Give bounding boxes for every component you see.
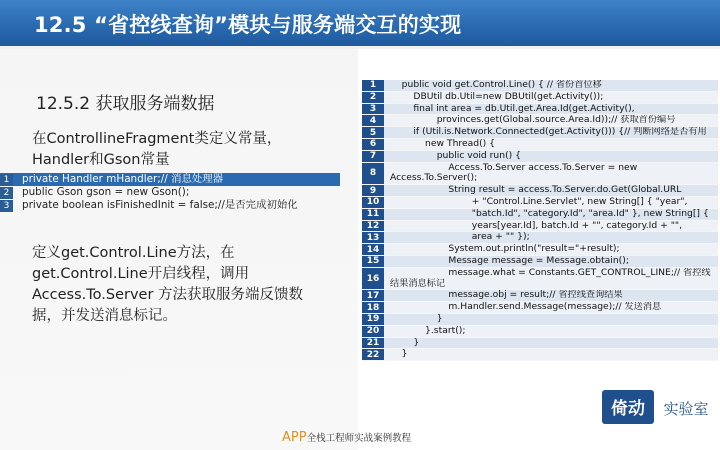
snippet-line-code: private Handler mHandler;// 消息处理器 [22,173,224,185]
code-line [362,314,718,326]
code-line [362,104,718,116]
code-line-number: 7 [362,151,384,162]
code-line-number: 20 [362,326,384,337]
code-line-number: 17 [362,290,384,301]
code-line-text: } [390,349,408,360]
code-line [362,326,718,338]
code-line [362,197,718,209]
code-line [362,115,718,127]
code-line-number: 19 [362,314,384,325]
footer-course-title: 全栈工程师实战案例教程 [306,433,412,444]
field-code-snippet [0,173,340,212]
code-line [362,185,718,197]
code-line-number: 5 [362,127,384,138]
code-line [362,338,718,350]
footer-app-label: APP [282,430,307,445]
code-line [362,209,718,221]
code-line-text: public void run() { [390,150,522,161]
code-line-number: 22 [362,349,384,360]
code-line [362,349,718,361]
intro-paragraph: 在ControllineFragment类定义常量，Handler和Gson常量 [32,131,282,168]
code-line [362,221,718,233]
logo-name: 倚动 [611,399,645,419]
code-line-number: 1 [362,80,384,91]
code-line-text: }.start(); [390,325,466,336]
code-line-number: 8 [362,163,384,185]
code-line [362,92,718,104]
code-listing [362,80,718,361]
code-line [362,163,718,186]
code-line-text: message.what = Constants.GET_CONTROL_LINE;// 省控线 结果消息标记 [390,267,711,289]
section-heading: 12.5.2 获取服务端数据 [36,94,215,114]
code-line [362,151,718,163]
code-line-text: final int area = db.Util.get.Area.Id(get.Activity(), [390,103,635,114]
code-line-number: 3 [362,104,384,115]
code-line-number: 11 [362,209,384,220]
code-line-text: DBUtil db.Util=new DBUtil(get.Activity()); [390,91,604,102]
code-line-number: 6 [362,139,384,150]
code-line-number: 2 [362,92,384,103]
code-line-number: 18 [362,302,384,313]
code-line-text: "batch.Id", "category.Id", "area.Id" }, new String[] { [390,208,709,219]
code-line-text: new Thread() { [390,138,496,149]
code-line-text: Message message = Message.obtain(); [390,255,629,266]
footer [282,426,411,445]
snippet-line [0,199,340,212]
code-line-number: 9 [362,185,384,196]
code-line-number: 15 [362,256,384,267]
snippet-line-number: 3 [0,200,13,212]
code-line-number: 14 [362,244,384,255]
code-line [362,268,718,291]
code-line-text: area + "" }); [390,232,530,243]
code-line-text: m.Handler.send.Message(message);// 发送消息 [390,302,662,313]
logo-suffix: 实验室 [663,400,709,418]
code-line-number: 21 [362,338,384,349]
code-line-number: 12 [362,221,384,232]
code-line-text: } [390,313,443,324]
code-line-text: years[year.Id], batch.Id + "", category.Id + "", [390,220,683,231]
lab-logo-graphic [600,386,718,428]
code-line [362,232,718,244]
code-line [362,139,718,151]
snippet-line [0,173,340,186]
snippet-line-code: public Gson gson = new Gson(); [22,186,190,198]
snippet-line-number: 1 [0,174,13,186]
code-line-number: 4 [362,115,384,126]
code-line [362,80,718,92]
code-line-text: System.out.println("result="+result); [390,244,620,255]
code-line-text: + "Control.Line.Servlet", new String[] { "year", [390,196,688,207]
code-line-text: message.obj = result;// 省控线查询结果 [390,290,623,301]
lab-logo [600,386,718,428]
code-line-number: 10 [362,197,384,208]
code-line-text: Access.To.Server access.To.Server = new Access.To.Server(); [390,162,638,184]
code-line-text: String result = access.To.Server.do.Get(Global.URL [390,185,682,196]
snippet-line-number: 2 [0,187,13,199]
code-line [362,244,718,256]
code-line-text: if (Util.is.Network.Connected(get.Activity())) {// 判断网络是否有用 [390,127,707,138]
code-line [362,302,718,314]
code-line [362,290,718,302]
title-banner [0,0,720,46]
code-line-text: } [390,337,420,348]
page-title: 12.5 “省控线查询”模块与服务端交互的实现 [34,13,462,37]
code-line-text: provinces.get(Global.source.Area.Id));// 获取首份编号 [390,115,676,126]
snippet-line [0,186,340,199]
snippet-line-code: private boolean isFinishedInit = false;//是否完成初始化 [22,199,298,211]
code-line [362,256,718,268]
method-description-paragraph: 定义get.Control.Line方法，在get.Control.Line开启线程，调用Access.To.Server 方法获取服务端反馈数据，并发送消息标记。 [32,245,304,324]
code-line-number: 13 [362,232,384,243]
code-line [362,127,718,139]
code-line-text: public void get.Control.Line() { // 省份首位移 [390,80,602,90]
code-line-number: 16 [362,268,384,290]
